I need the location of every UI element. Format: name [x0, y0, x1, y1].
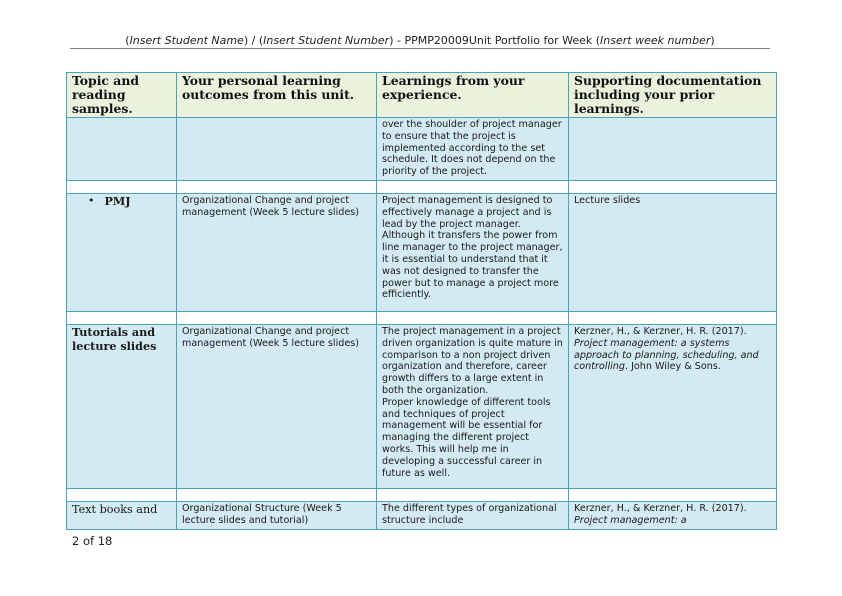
- topic-label: PMJ: [104, 193, 131, 208]
- page-header: [70, 34, 770, 47]
- bullet-icon: •: [88, 193, 95, 207]
- reference-authors: Kerzner, H., & Kerzner, H. R. (2017).: [574, 325, 747, 337]
- column-header-supporting-docs: Supporting documentation including your prior learnings.: [569, 73, 777, 118]
- cell-support: [569, 501, 777, 529]
- header-rule: [70, 48, 770, 49]
- portfolio-table: [66, 72, 777, 530]
- column-header-learnings: Learnings from your experience.: [377, 73, 569, 118]
- cell-topic: [67, 193, 177, 311]
- spacer-row: [67, 180, 777, 193]
- header-text: ) - PPMP20009Unit Portfolio for Week (: [389, 34, 601, 47]
- header-text: (: [125, 34, 130, 47]
- bullet-item: [72, 195, 171, 209]
- table-row: [67, 324, 777, 488]
- cell-topic: [67, 118, 177, 181]
- reference-publisher: . John Wiley & Sons.: [624, 361, 721, 373]
- cell-outcome: [177, 118, 377, 181]
- cell-learning: over the shoulder of project manager to ensure that the project is implemented according to the set schedule. It does not depend on the priority of the project.: [377, 118, 569, 181]
- cell-topic: [67, 324, 177, 488]
- header-text: ): [710, 34, 715, 47]
- cell-support: [569, 324, 777, 488]
- cell-support: Lecture slides: [569, 193, 777, 311]
- spacer-row: [67, 311, 777, 324]
- cell-outcome: Organizational Change and project management (Week 5 lecture slides): [177, 324, 377, 488]
- learning-paragraph: Proper knowledge of different tools and techniques of project management will be essential for managing the different project works. This will help me in developing a successful career in future as well.: [382, 396, 551, 479]
- cell-learning: The different types of organizational structure include: [377, 501, 569, 529]
- reference-title: Project management: a systems approach to planning, scheduling, and controlling: [574, 337, 759, 373]
- learning-paragraph: The project management in a project driven organization is quite mature in comparison to a non project driven organization and therefore, career growth differs to a large extent in both the organization.: [382, 325, 563, 396]
- reference-title: Project management: a: [574, 514, 687, 526]
- topic-label: Tutorials and lecture slides: [72, 324, 157, 353]
- spacer-row: [67, 488, 777, 501]
- table-header-row: [67, 73, 777, 118]
- table-row: [67, 501, 777, 529]
- cell-learning: [377, 324, 569, 488]
- cell-outcome: Organizational Change and project management (Week 5 lecture slides): [177, 193, 377, 311]
- cell-learning: Project management is designed to effectively manage a project and is lead by the project manager. Although it transfers the power from line manager to the project manager, it is essential to understand that it was not designed to transfer the power but to manage a project more efficiently.: [377, 193, 569, 311]
- cell-topic: [67, 501, 177, 529]
- header-student-number: Insert Student Number: [263, 34, 390, 47]
- table-row: [67, 118, 777, 181]
- topic-label: Text books and: [72, 502, 158, 516]
- header-week-number: Insert week number: [600, 34, 711, 47]
- cell-support: [569, 118, 777, 181]
- table-row: [67, 193, 777, 311]
- header-text: ) / (: [243, 34, 264, 47]
- reference-authors: Kerzner, H., & Kerzner, H. R. (2017).: [574, 502, 747, 514]
- header-student-name: Insert Student Name: [129, 34, 244, 47]
- column-header-topic: Topic and reading samples.: [67, 73, 177, 118]
- cell-outcome: Organizational Structure (Week 5 lecture slides and tutorial): [177, 501, 377, 529]
- page-number: 2 of 18: [72, 534, 113, 548]
- column-header-outcomes: Your personal learning outcomes from this unit.: [177, 73, 377, 118]
